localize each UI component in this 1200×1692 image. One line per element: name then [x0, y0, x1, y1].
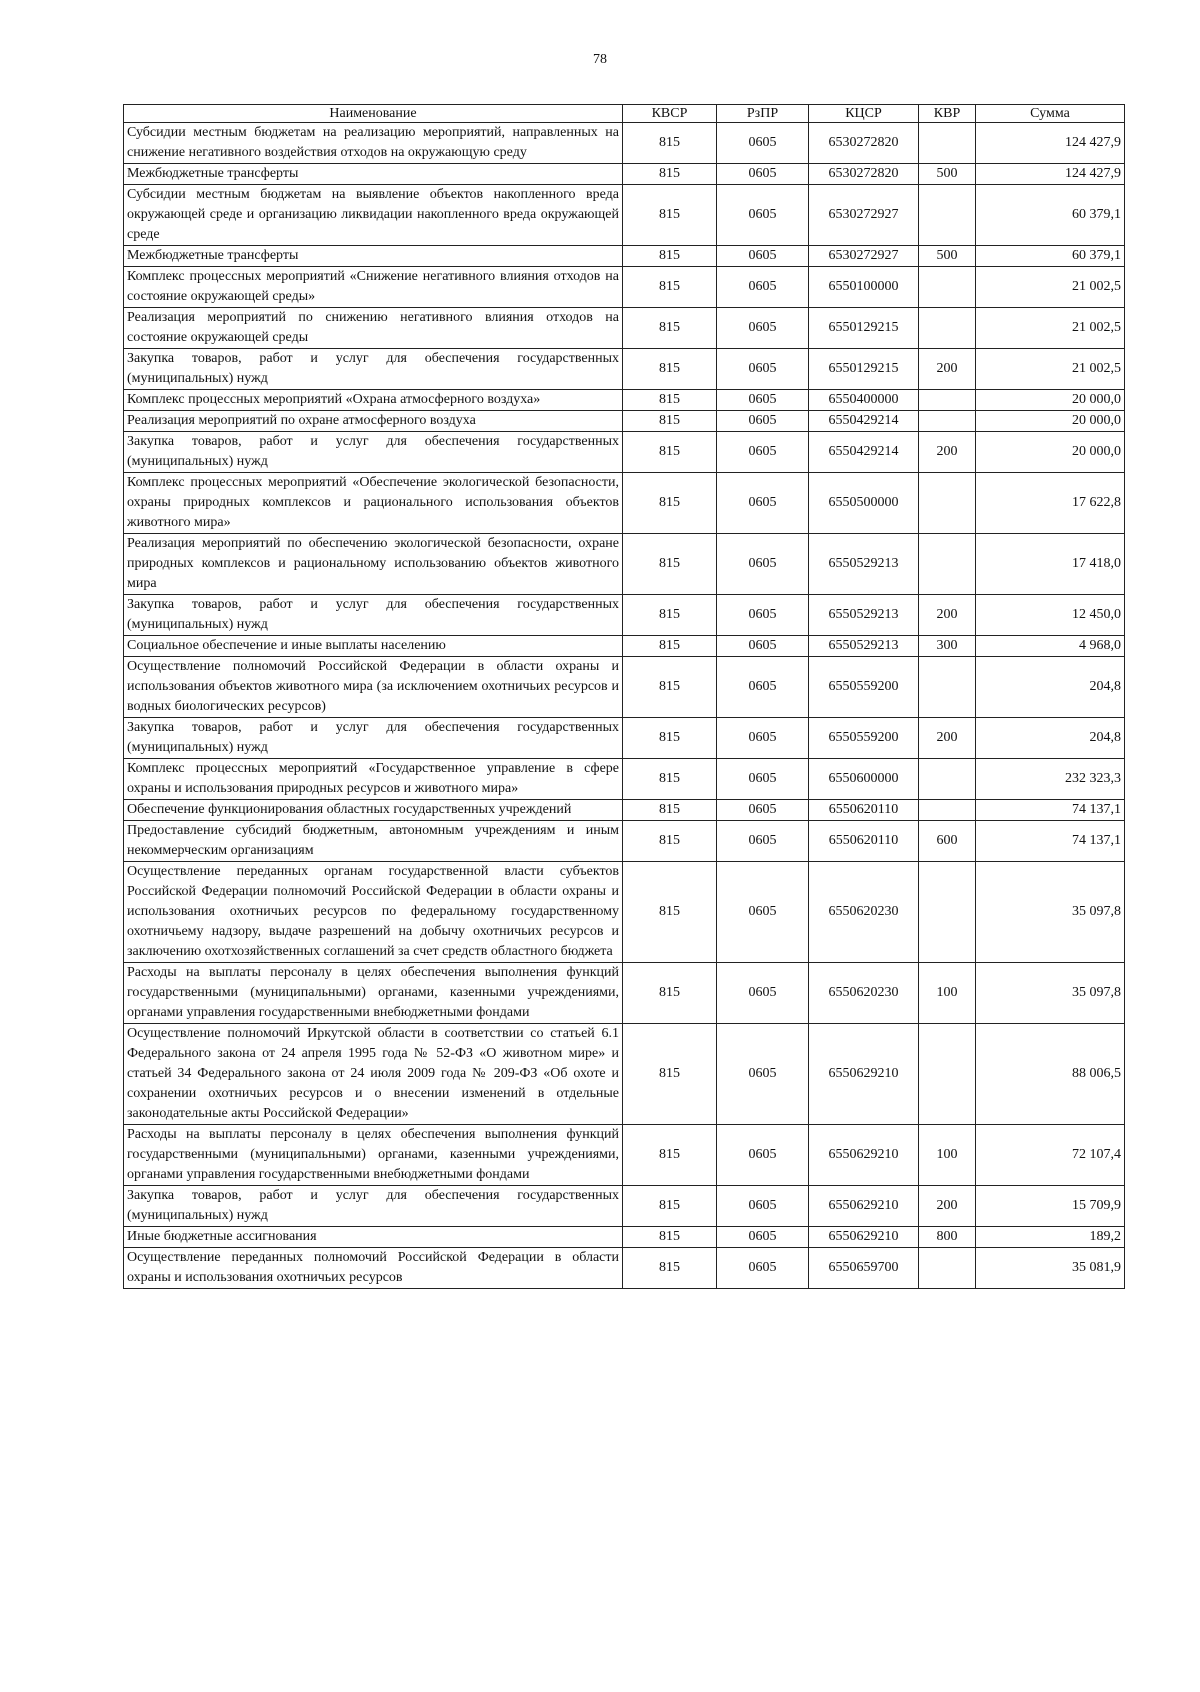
table-row [124, 1227, 1125, 1248]
row-name-cell: Расходы на выплаты персоналу в целях обеспечения выполнения функций государственными (муниципальными) органами, казенными учреждениями, органами управления государственными внебюджетными фондами [124, 1125, 623, 1186]
row-name-cell: Обеспечение функционирования областных государственных учреждений [124, 800, 623, 821]
row-kvsr-cell: 815 [623, 1125, 717, 1186]
table-row [124, 1186, 1125, 1227]
row-sum-cell: 232 323,3 [976, 759, 1125, 800]
table-row [124, 473, 1125, 534]
row-rzpr-cell: 0605 [717, 185, 809, 246]
row-rzpr-cell: 0605 [717, 267, 809, 308]
row-kvsr-cell: 815 [623, 411, 717, 432]
row-kvr-cell: 800 [919, 1227, 976, 1248]
row-rzpr-cell: 0605 [717, 246, 809, 267]
row-sum-cell: 21 002,5 [976, 349, 1125, 390]
row-kvsr-cell: 815 [623, 473, 717, 534]
row-kvr-cell: 300 [919, 636, 976, 657]
row-rzpr-cell: 0605 [717, 308, 809, 349]
row-sum-cell: 72 107,4 [976, 1125, 1125, 1186]
row-name-cell: Закупка товаров, работ и услуг для обеспечения государственных (муниципальных) нужд [124, 349, 623, 390]
table-header-row [124, 105, 1125, 123]
row-kcsr-cell: 6550629210 [809, 1227, 919, 1248]
row-kvr-cell: 500 [919, 164, 976, 185]
row-kvr-cell [919, 123, 976, 164]
table-row [124, 185, 1125, 246]
table-row [124, 963, 1125, 1024]
table-body [124, 123, 1125, 1289]
row-kvsr-cell: 815 [623, 963, 717, 1024]
row-name-cell: Закупка товаров, работ и услуг для обеспечения государственных (муниципальных) нужд [124, 1186, 623, 1227]
row-sum-cell: 21 002,5 [976, 267, 1125, 308]
row-kcsr-cell: 6550600000 [809, 759, 919, 800]
row-kcsr-cell: 6530272927 [809, 185, 919, 246]
row-rzpr-cell: 0605 [717, 759, 809, 800]
column-header-kcsr: КЦСР [809, 105, 919, 123]
row-kvsr-cell: 815 [623, 164, 717, 185]
row-kvsr-cell: 815 [623, 718, 717, 759]
column-header-kvr: КВР [919, 105, 976, 123]
row-kcsr-cell: 6550429214 [809, 411, 919, 432]
row-kvsr-cell: 815 [623, 432, 717, 473]
row-kcsr-cell: 6550620230 [809, 862, 919, 963]
row-rzpr-cell: 0605 [717, 123, 809, 164]
table-row [124, 862, 1125, 963]
row-sum-cell: 20 000,0 [976, 390, 1125, 411]
row-kvsr-cell: 815 [623, 1248, 717, 1289]
row-kvr-cell [919, 267, 976, 308]
row-sum-cell: 88 006,5 [976, 1024, 1125, 1125]
row-name-cell: Осуществление переданных полномочий Российской Федерации в области охраны и использования охотничьих ресурсов [124, 1248, 623, 1289]
row-kvsr-cell: 815 [623, 595, 717, 636]
row-rzpr-cell: 0605 [717, 1125, 809, 1186]
row-name-cell: Закупка товаров, работ и услуг для обеспечения государственных (муниципальных) нужд [124, 432, 623, 473]
row-name-cell: Комплекс процессных мероприятий «Снижение негативного влияния отходов на состояние окружающей среды» [124, 267, 623, 308]
row-kcsr-cell: 6550559200 [809, 718, 919, 759]
row-kvsr-cell: 815 [623, 123, 717, 164]
row-kcsr-cell: 6550620230 [809, 963, 919, 1024]
table-row [124, 390, 1125, 411]
table-row [124, 164, 1125, 185]
row-kvr-cell [919, 862, 976, 963]
table-row [124, 308, 1125, 349]
row-rzpr-cell: 0605 [717, 1248, 809, 1289]
row-kvsr-cell: 815 [623, 185, 717, 246]
row-name-cell: Осуществление переданных органам государственной власти субъектов Российской Федерации полномочий Российской Федерации в области охраны и использования охотничьих ресурсов по федеральному государственному охотничьему надзору, выдаче разрешений на добычу охотничьих ресурсов и заключению охотхозяйственных соглашений за счет средств областного бюджета [124, 862, 623, 963]
row-sum-cell: 60 379,1 [976, 246, 1125, 267]
row-rzpr-cell: 0605 [717, 349, 809, 390]
row-sum-cell: 20 000,0 [976, 432, 1125, 473]
row-kcsr-cell: 6550629210 [809, 1024, 919, 1125]
row-sum-cell: 35 097,8 [976, 862, 1125, 963]
row-name-cell: Комплекс процессных мероприятий «Охрана атмосферного воздуха» [124, 390, 623, 411]
table-row [124, 349, 1125, 390]
row-kcsr-cell: 6550100000 [809, 267, 919, 308]
row-sum-cell: 204,8 [976, 657, 1125, 718]
row-sum-cell: 204,8 [976, 718, 1125, 759]
row-name-cell: Межбюджетные трансферты [124, 164, 623, 185]
row-kvr-cell: 200 [919, 1186, 976, 1227]
row-name-cell: Предоставление субсидий бюджетным, автономным учреждениям и иным некоммерческим организациям [124, 821, 623, 862]
row-kcsr-cell: 6550529213 [809, 595, 919, 636]
row-sum-cell: 60 379,1 [976, 185, 1125, 246]
page-number: 78 [593, 52, 607, 67]
row-kvsr-cell: 815 [623, 308, 717, 349]
row-name-cell: Расходы на выплаты персоналу в целях обеспечения выполнения функций государственными (муниципальными) органами, казенными учреждениями, органами управления государственными внебюджетными фондами [124, 963, 623, 1024]
row-kvr-cell: 200 [919, 349, 976, 390]
table-row [124, 595, 1125, 636]
row-rzpr-cell: 0605 [717, 800, 809, 821]
row-kvsr-cell: 815 [623, 759, 717, 800]
row-kvr-cell: 500 [919, 246, 976, 267]
row-kcsr-cell: 6550559200 [809, 657, 919, 718]
row-kvsr-cell: 815 [623, 534, 717, 595]
row-name-cell: Комплекс процессных мероприятий «Обеспечение экологической безопасности, охраны природных комплексов и рационального использования объектов животного мира» [124, 473, 623, 534]
row-rzpr-cell: 0605 [717, 1227, 809, 1248]
table-row [124, 800, 1125, 821]
table-row [124, 246, 1125, 267]
table-row [124, 759, 1125, 800]
row-name-cell: Социальное обеспечение и иные выплаты населению [124, 636, 623, 657]
row-kvr-cell [919, 411, 976, 432]
row-kcsr-cell: 6550529213 [809, 636, 919, 657]
row-kvsr-cell: 815 [623, 657, 717, 718]
row-kcsr-cell: 6530272820 [809, 123, 919, 164]
row-kcsr-cell: 6550629210 [809, 1186, 919, 1227]
table-row [124, 123, 1125, 164]
row-kvr-cell: 600 [919, 821, 976, 862]
table-row [124, 1248, 1125, 1289]
row-rzpr-cell: 0605 [717, 411, 809, 432]
budget-table [123, 104, 1125, 1289]
row-kvr-cell: 100 [919, 1125, 976, 1186]
table-row [124, 636, 1125, 657]
row-kvr-cell [919, 1024, 976, 1125]
row-kvr-cell [919, 308, 976, 349]
row-kcsr-cell: 6530272927 [809, 246, 919, 267]
row-kvr-cell [919, 1248, 976, 1289]
row-kvsr-cell: 815 [623, 267, 717, 308]
row-kcsr-cell: 6550129215 [809, 308, 919, 349]
row-kvr-cell [919, 534, 976, 595]
row-name-cell: Субсидии местным бюджетам на выявление объектов накопленного вреда окружающей среде и организацию ликвидации накопленного вреда окружающей среде [124, 185, 623, 246]
row-kcsr-cell: 6550659700 [809, 1248, 919, 1289]
row-kvsr-cell: 815 [623, 821, 717, 862]
row-name-cell: Межбюджетные трансферты [124, 246, 623, 267]
row-rzpr-cell: 0605 [717, 963, 809, 1024]
row-kvr-cell [919, 390, 976, 411]
row-kvr-cell [919, 473, 976, 534]
row-rzpr-cell: 0605 [717, 595, 809, 636]
row-kcsr-cell: 6550620110 [809, 800, 919, 821]
row-name-cell: Осуществление полномочий Иркутской области в соответствии со статьей 6.1 Федерального закона от 24 апреля 1995 года № 52-ФЗ «О животном мире» и статьей 34 Федерального закона от 24 июля 2009 года № 209-ФЗ «Об охоте и сохранении охотничьих ресурсов и о внесении изменений в отдельные законодательные акты Российской Федерации» [124, 1024, 623, 1125]
row-kcsr-cell: 6550529213 [809, 534, 919, 595]
table-row [124, 432, 1125, 473]
row-kvr-cell [919, 800, 976, 821]
row-kvr-cell: 100 [919, 963, 976, 1024]
row-name-cell: Закупка товаров, работ и услуг для обеспечения государственных (муниципальных) нужд [124, 718, 623, 759]
row-kvsr-cell: 815 [623, 862, 717, 963]
row-kvr-cell [919, 657, 976, 718]
table-row [124, 267, 1125, 308]
row-kvsr-cell: 815 [623, 636, 717, 657]
row-kvsr-cell: 815 [623, 1024, 717, 1125]
row-name-cell: Комплекс процессных мероприятий «Государственное управление в сфере охраны и использования природных ресурсов и животного мира» [124, 759, 623, 800]
column-header-kvsr: КВСР [623, 105, 717, 123]
row-name-cell: Иные бюджетные ассигнования [124, 1227, 623, 1248]
row-sum-cell: 35 081,9 [976, 1248, 1125, 1289]
row-rzpr-cell: 0605 [717, 862, 809, 963]
row-sum-cell: 17 622,8 [976, 473, 1125, 534]
row-rzpr-cell: 0605 [717, 821, 809, 862]
row-sum-cell: 189,2 [976, 1227, 1125, 1248]
row-name-cell: Закупка товаров, работ и услуг для обеспечения государственных (муниципальных) нужд [124, 595, 623, 636]
row-kvr-cell [919, 759, 976, 800]
row-sum-cell: 17 418,0 [976, 534, 1125, 595]
row-kcsr-cell: 6550400000 [809, 390, 919, 411]
column-header-name: Наименование [124, 105, 623, 123]
row-rzpr-cell: 0605 [717, 164, 809, 185]
row-kcsr-cell: 6550500000 [809, 473, 919, 534]
table-row [124, 657, 1125, 718]
row-rzpr-cell: 0605 [717, 432, 809, 473]
column-header-rzpr: РзПР [717, 105, 809, 123]
row-sum-cell: 74 137,1 [976, 800, 1125, 821]
column-header-sum: Сумма [976, 105, 1125, 123]
row-sum-cell: 21 002,5 [976, 308, 1125, 349]
row-sum-cell: 20 000,0 [976, 411, 1125, 432]
table-row [124, 718, 1125, 759]
row-sum-cell: 35 097,8 [976, 963, 1125, 1024]
row-rzpr-cell: 0605 [717, 636, 809, 657]
row-sum-cell: 74 137,1 [976, 821, 1125, 862]
row-rzpr-cell: 0605 [717, 534, 809, 595]
table-row [124, 821, 1125, 862]
table-row [124, 1125, 1125, 1186]
row-kvsr-cell: 815 [623, 800, 717, 821]
row-kvsr-cell: 815 [623, 1227, 717, 1248]
row-name-cell: Субсидии местным бюджетам на реализацию мероприятий, направленных на снижение негативного воздействия отходов на окружающую среду [124, 123, 623, 164]
row-rzpr-cell: 0605 [717, 657, 809, 718]
row-rzpr-cell: 0605 [717, 1186, 809, 1227]
row-kcsr-cell: 6550429214 [809, 432, 919, 473]
row-kcsr-cell: 6530272820 [809, 164, 919, 185]
table-row [124, 1024, 1125, 1125]
row-kcsr-cell: 6550129215 [809, 349, 919, 390]
row-rzpr-cell: 0605 [717, 718, 809, 759]
row-name-cell: Осуществление полномочий Российской Федерации в области охраны и использования объектов животного мира (за исключением охотничьих ресурсов и водных биологических ресурсов) [124, 657, 623, 718]
row-kvsr-cell: 815 [623, 390, 717, 411]
table-row [124, 534, 1125, 595]
row-kcsr-cell: 6550629210 [809, 1125, 919, 1186]
row-rzpr-cell: 0605 [717, 390, 809, 411]
row-kvr-cell: 200 [919, 718, 976, 759]
row-kvr-cell [919, 185, 976, 246]
row-name-cell: Реализация мероприятий по охране атмосферного воздуха [124, 411, 623, 432]
row-rzpr-cell: 0605 [717, 473, 809, 534]
row-name-cell: Реализация мероприятий по снижению негативного влияния отходов на состояние окружающей среды [124, 308, 623, 349]
row-rzpr-cell: 0605 [717, 1024, 809, 1125]
row-kvsr-cell: 815 [623, 349, 717, 390]
row-sum-cell: 12 450,0 [976, 595, 1125, 636]
row-name-cell: Реализация мероприятий по обеспечению экологической безопасности, охране природных комплексов и рациональному использованию объектов животного мира [124, 534, 623, 595]
table-row [124, 411, 1125, 432]
row-kvsr-cell: 815 [623, 246, 717, 267]
row-kvsr-cell: 815 [623, 1186, 717, 1227]
row-sum-cell: 4 968,0 [976, 636, 1125, 657]
row-kvr-cell: 200 [919, 432, 976, 473]
row-sum-cell: 124 427,9 [976, 123, 1125, 164]
row-kcsr-cell: 6550620110 [809, 821, 919, 862]
row-sum-cell: 124 427,9 [976, 164, 1125, 185]
row-kvr-cell: 200 [919, 595, 976, 636]
row-sum-cell: 15 709,9 [976, 1186, 1125, 1227]
